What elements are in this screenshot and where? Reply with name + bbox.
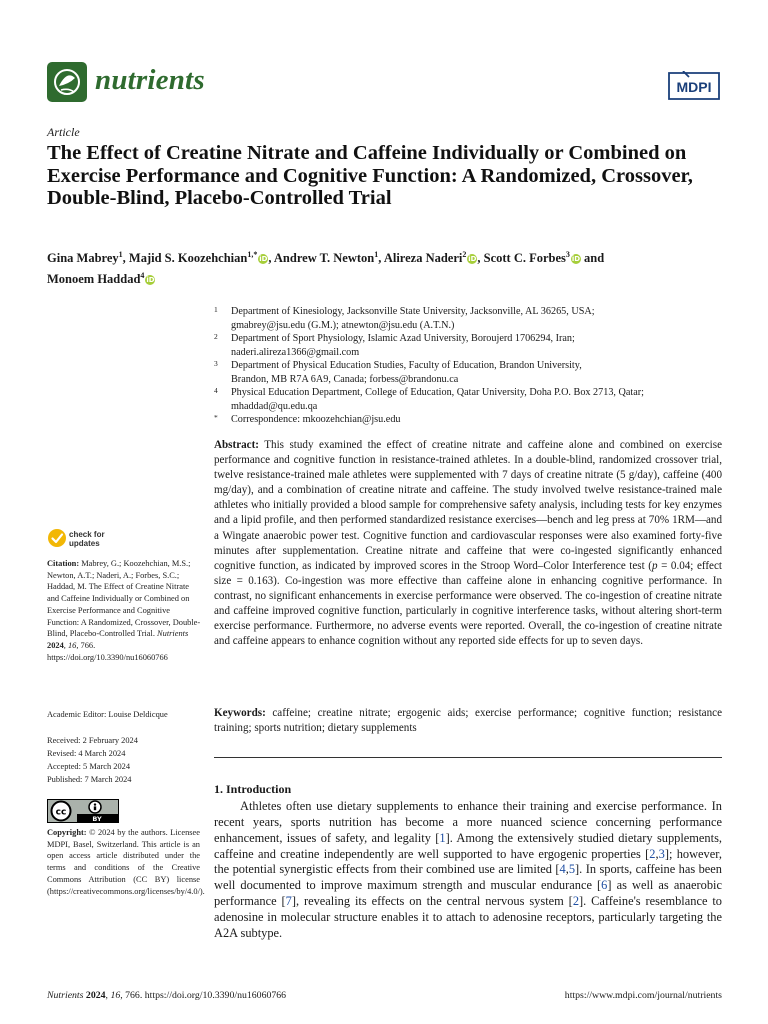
author-list: Gina Mabrey$^1$, Majid S. Koozehchian$^{1,*}$iD, Andrew T. Newton$^1$, Alireza Naderi$^2$iD, Scott C. Forbes$^3$iD and Monoem Haddad$^4$iD: [47, 250, 605, 287]
footer-journal-url[interactable]: https://www.mdpi.com/journal/nutrients: [564, 990, 722, 1001]
footer-citation: Nutrients 2024, 16, 766. https://doi.org/10.3390/nu16060766: [47, 990, 287, 1001]
author[interactable]: Gina Mabrey$^1$: [47, 250, 123, 266]
affiliation-item: 1 Department of Kinesiology, Jacksonville State University, Jacksonville, AL 36265, USA; gmabrey@jsu.edu (G.M.); atnewton@jsu.edu (A.T.N.): [214, 305, 595, 331]
citation-block: Citation: Mabrey, G.; Koozehchian, M.S.; Newton, A.T.; Naderi, A.; Forbes, S.C.; Haddad, M. The Effect of Creatine Nitrate and Caffeine Individually or Combined on Exercise Performance and Cognitive Function: A Randomized, Crossover, Double-Blind, Placebo-Controlled Trial. Nutrients 2024, 16, 766. https://doi.org/10.3390/nu16060766: [47, 559, 201, 662]
reference-link[interactable]: 1: [439, 830, 446, 845]
reference-link[interactable]: 4: [559, 862, 566, 877]
publisher-name: MDPI: [676, 79, 712, 95]
orcid-icon[interactable]: iD: [146, 276, 155, 285]
introduction-text: Athletes often use dietary supplements to enhance their training and exercise performance. In recent years, sports nutrition has become a more nuanced science concerning performance enhancement, issues of safety, and legality [1]. Among the extensively studied dietary supplements, caffeine and creatine independently are well supported to have ergogenic properties [2,3]; however, the potential synergistic effects from their combined use are limited [4,5]. In sports, caffeine has been well documented to improve maximum strength and muscular endurance [6] as well as anaerobic performance [7], revealing its effects on the central nervous system [2]. Caffeine's resemblance to adenosine in molecular structure enables it to attach to adenosine receptors, particularly targeting the A2A subtype.: [214, 799, 723, 940]
cc-by-license-icon[interactable]: [47, 799, 119, 823]
reference-link[interactable]: 2: [649, 846, 656, 861]
journal-name: nutrients: [95, 64, 205, 96]
section-heading: 1. Introduction: [214, 782, 292, 796]
mdpi-logo: [667, 71, 721, 101]
author[interactable]: Andrew T. Newton$^1$: [273, 250, 379, 266]
author[interactable]: Alireza Naderi$^2$iD: [383, 250, 477, 266]
affiliation-item: 3 Department of Physical Education Studies, Faculty of Education, Brandon University, Brandon, MB R7A 6A9, Canada; forbess@brandonu.ca: [214, 359, 582, 385]
check-for-updates-icon[interactable]: [47, 528, 67, 548]
check-for-updates-label[interactable]: check for updates: [69, 530, 105, 548]
author[interactable]: Monoem Haddad$^4$iD: [47, 271, 155, 287]
date-received: Received: 2 February 2024: [47, 736, 138, 745]
cc-text: cc: [55, 807, 67, 818]
article-title: The Effect of Creatine Nitrate and Caffeine Individually or Combined on Exercise Performance and Cognitive Function: A Randomized, Crossover, Double-Blind, Placebo-Controlled Trial: [47, 142, 693, 209]
author[interactable]: Majid S. Koozehchian$^{1,*}$iD: [128, 250, 268, 266]
copyright-notice: Copyright: © 2024 by the authors. Licensee MDPI, Basel, Switzerland. This article is an open access article distributed under the terms and conditions of the Creative Commons Attribution (CC BY) license (https://creativecommons.org/licenses/by/4.0/).: [47, 828, 205, 896]
affiliation-item: 4 Physical Education Department, College of Education, Qatar University, Doha P.O. Box 2713, Qatar; mhaddad@qu.edu.qa: [214, 386, 644, 412]
author[interactable]: Scott C. Forbes$^3$iD: [483, 250, 581, 266]
citation-volume: 16: [67, 640, 77, 650]
reference-link[interactable]: 7: [285, 894, 292, 909]
reference-link[interactable]: 5: [568, 862, 576, 877]
date-published: Published: 7 March 2024: [47, 775, 132, 784]
correspondence: * Correspondence: mkoozehchian@jsu.edu: [214, 413, 401, 425]
reference-link[interactable]: 6: [601, 878, 608, 893]
journal-logo-icon: [47, 62, 87, 102]
date-revised: Revised: 4 March 2024: [47, 749, 126, 758]
affiliations: [214, 305, 724, 427]
date-accepted: Accepted: 5 March 2024: [47, 762, 131, 771]
orcid-icon[interactable]: iD: [571, 255, 581, 264]
reference-link[interactable]: 2: [572, 894, 580, 909]
orcid-icon[interactable]: iD: [468, 255, 477, 264]
reference-link[interactable]: 3: [658, 846, 665, 861]
academic-editor: Academic Editor: Louise Deldicque: [47, 710, 168, 719]
by-text: BY: [92, 815, 102, 823]
orcid-icon[interactable]: iD: [259, 255, 268, 264]
abstract: Abstract: This study examined the effect of creatine nitrate and caffeine alone and combined on exercise performance and cognitive function in resistance-trained athletes. In a double-blind, randomized crossover trial, twelve resistance-trained male athletes were supplemented with 7 days of creatine nitrate (5 g/day), caffeine (400 mg/day), and a combination of creatine nitrate and caffeine. The study involved twelve resistance-trained male athletes who initially provided a blood sample for comprehensive safety analysis, including tests for key enzymes and a lipid profile, and then performed standardized resistance exercises—bench and leg press at 70% 1RM—and a Wingate anaerobic power test. Cognitive function and cardiovascular responses were also examined forty-five minutes after supplementation. Creatine nitrate and caffeine that were co-ingested significantly enhanced cognitive function, as indicated by improved scores in the Stroop Word–Color Interference test (p = 0.04; effect size = 0.163). Co-ingestion was more effective than caffeine alone in enhancing cognitive performance. In contrast, no significant enhancements in exercise performance were observed. The co-ingestion of creatine nitrate and caffeine improved cognitive function, particularly in cognitive interference tasks, without altering short-term exercise performance. Furthermore, no adverse events were reported. Overall, the co-ingestion of creatine nitrate and caffeine appears to enhance cognition without any reported side effects for up to seven days.: [214, 439, 722, 648]
section-divider: [214, 757, 722, 758]
article-type: Article: [47, 125, 80, 139]
keywords: Keywords: caffeine; creatine nitrate; ergogenic aids; exercise performance; cognitive function; resistance training; sports nutrition; dietary supplements: [214, 707, 722, 735]
affiliation-item: 2 Department of Sport Physiology, Islamic Azad University, Boroujerd 1706294, Iran; naderi.alireza1366@gmail.com: [214, 332, 575, 358]
